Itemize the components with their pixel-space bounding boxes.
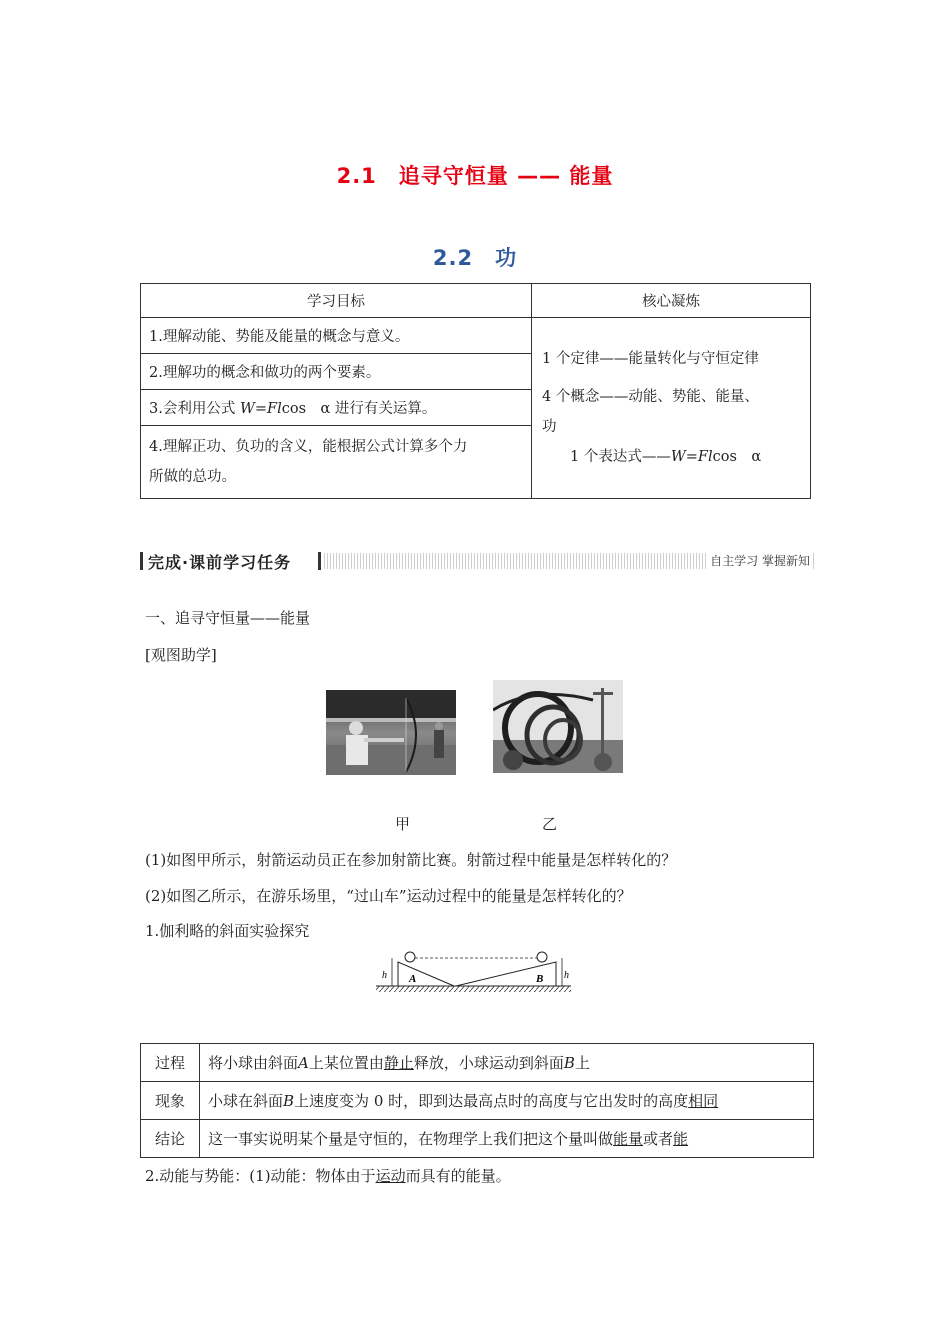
objective-3: 3.会利用公式 W=Flcos α 进行有关运算。 — [141, 390, 532, 426]
banner-right-text: 自主学习 掌握新知 — [710, 554, 810, 568]
item-1-heading: 1.伽利略的斜面实验探究 — [145, 922, 310, 940]
row-label: 结论 — [141, 1120, 200, 1158]
item-2-text: 2.动能与势能：(1)动能：物体由于运动而具有的能量。 — [145, 1167, 511, 1185]
objective-4: 4.理解正功、负功的含义，能根据公式计算多个力 所做的总功。 — [141, 426, 532, 499]
row-content: 这一事实说明某个量是守恒的，在物理学上我们把这个量叫做能量或者能 — [200, 1120, 814, 1158]
roller-coaster-photo — [493, 680, 623, 773]
core-line-3: 功 — [542, 419, 557, 435]
caption-jia: 甲 — [395, 815, 411, 833]
section-title: 2.2 功 — [432, 246, 518, 270]
b-label: B — [536, 973, 544, 985]
table-row — [141, 1082, 814, 1120]
objective-1: 1.理解动能、势能及能量的概念与意义。 — [141, 318, 532, 354]
part1-heading: 一、追寻守恒量——能量 — [145, 609, 311, 627]
a-label: A — [409, 973, 417, 985]
banner-title: 完成·课前学习任务 — [148, 553, 292, 572]
core-line-4: 1 个表达式——W=Flcos α — [570, 449, 762, 465]
row-content: 小球在斜面B上速度变为 0 时，即到达最高点时的高度与它出发时的高度相同 — [200, 1082, 814, 1120]
h-right-label: h — [564, 970, 569, 981]
table-row — [141, 1120, 814, 1158]
objective-2: 2.理解功的概念和做功的两个要素。 — [141, 354, 532, 390]
core-summary — [532, 318, 811, 499]
objectives-table — [140, 283, 811, 499]
core-line-1: 1 个定律——能量转化与守恒定律 — [542, 351, 759, 367]
objectives-header: 学习目标 — [141, 284, 532, 318]
table-row — [141, 1044, 814, 1082]
caption-yi: 乙 — [542, 815, 558, 833]
row-label: 现象 — [141, 1082, 200, 1120]
incline-diagram — [376, 948, 571, 994]
row-label: 过程 — [141, 1044, 200, 1082]
row-content: 将小球由斜面A上某位置由静止释放，小球运动到斜面B上 — [200, 1044, 814, 1082]
experiment-table — [140, 1043, 814, 1158]
question-1: (1)如图甲所示，射箭运动员正在参加射箭比赛。射箭过程中能量是怎样转化的？ — [145, 851, 677, 869]
archer-photo — [326, 690, 456, 775]
core-header: 核心凝炼 — [532, 284, 811, 318]
section-banner — [140, 550, 816, 572]
question-2: (2)如图乙所示，在游乐场里，“过山车”运动过程中的能量是怎样转化的？ — [145, 887, 632, 905]
page-title: 2.1 追寻守恒量 —— 能量 — [336, 164, 614, 188]
core-line-2: 4 个概念——动能、势能、能量、 — [542, 389, 759, 405]
h-left-label: h — [382, 970, 387, 981]
part1-subheading: [观图助学] — [145, 646, 217, 664]
